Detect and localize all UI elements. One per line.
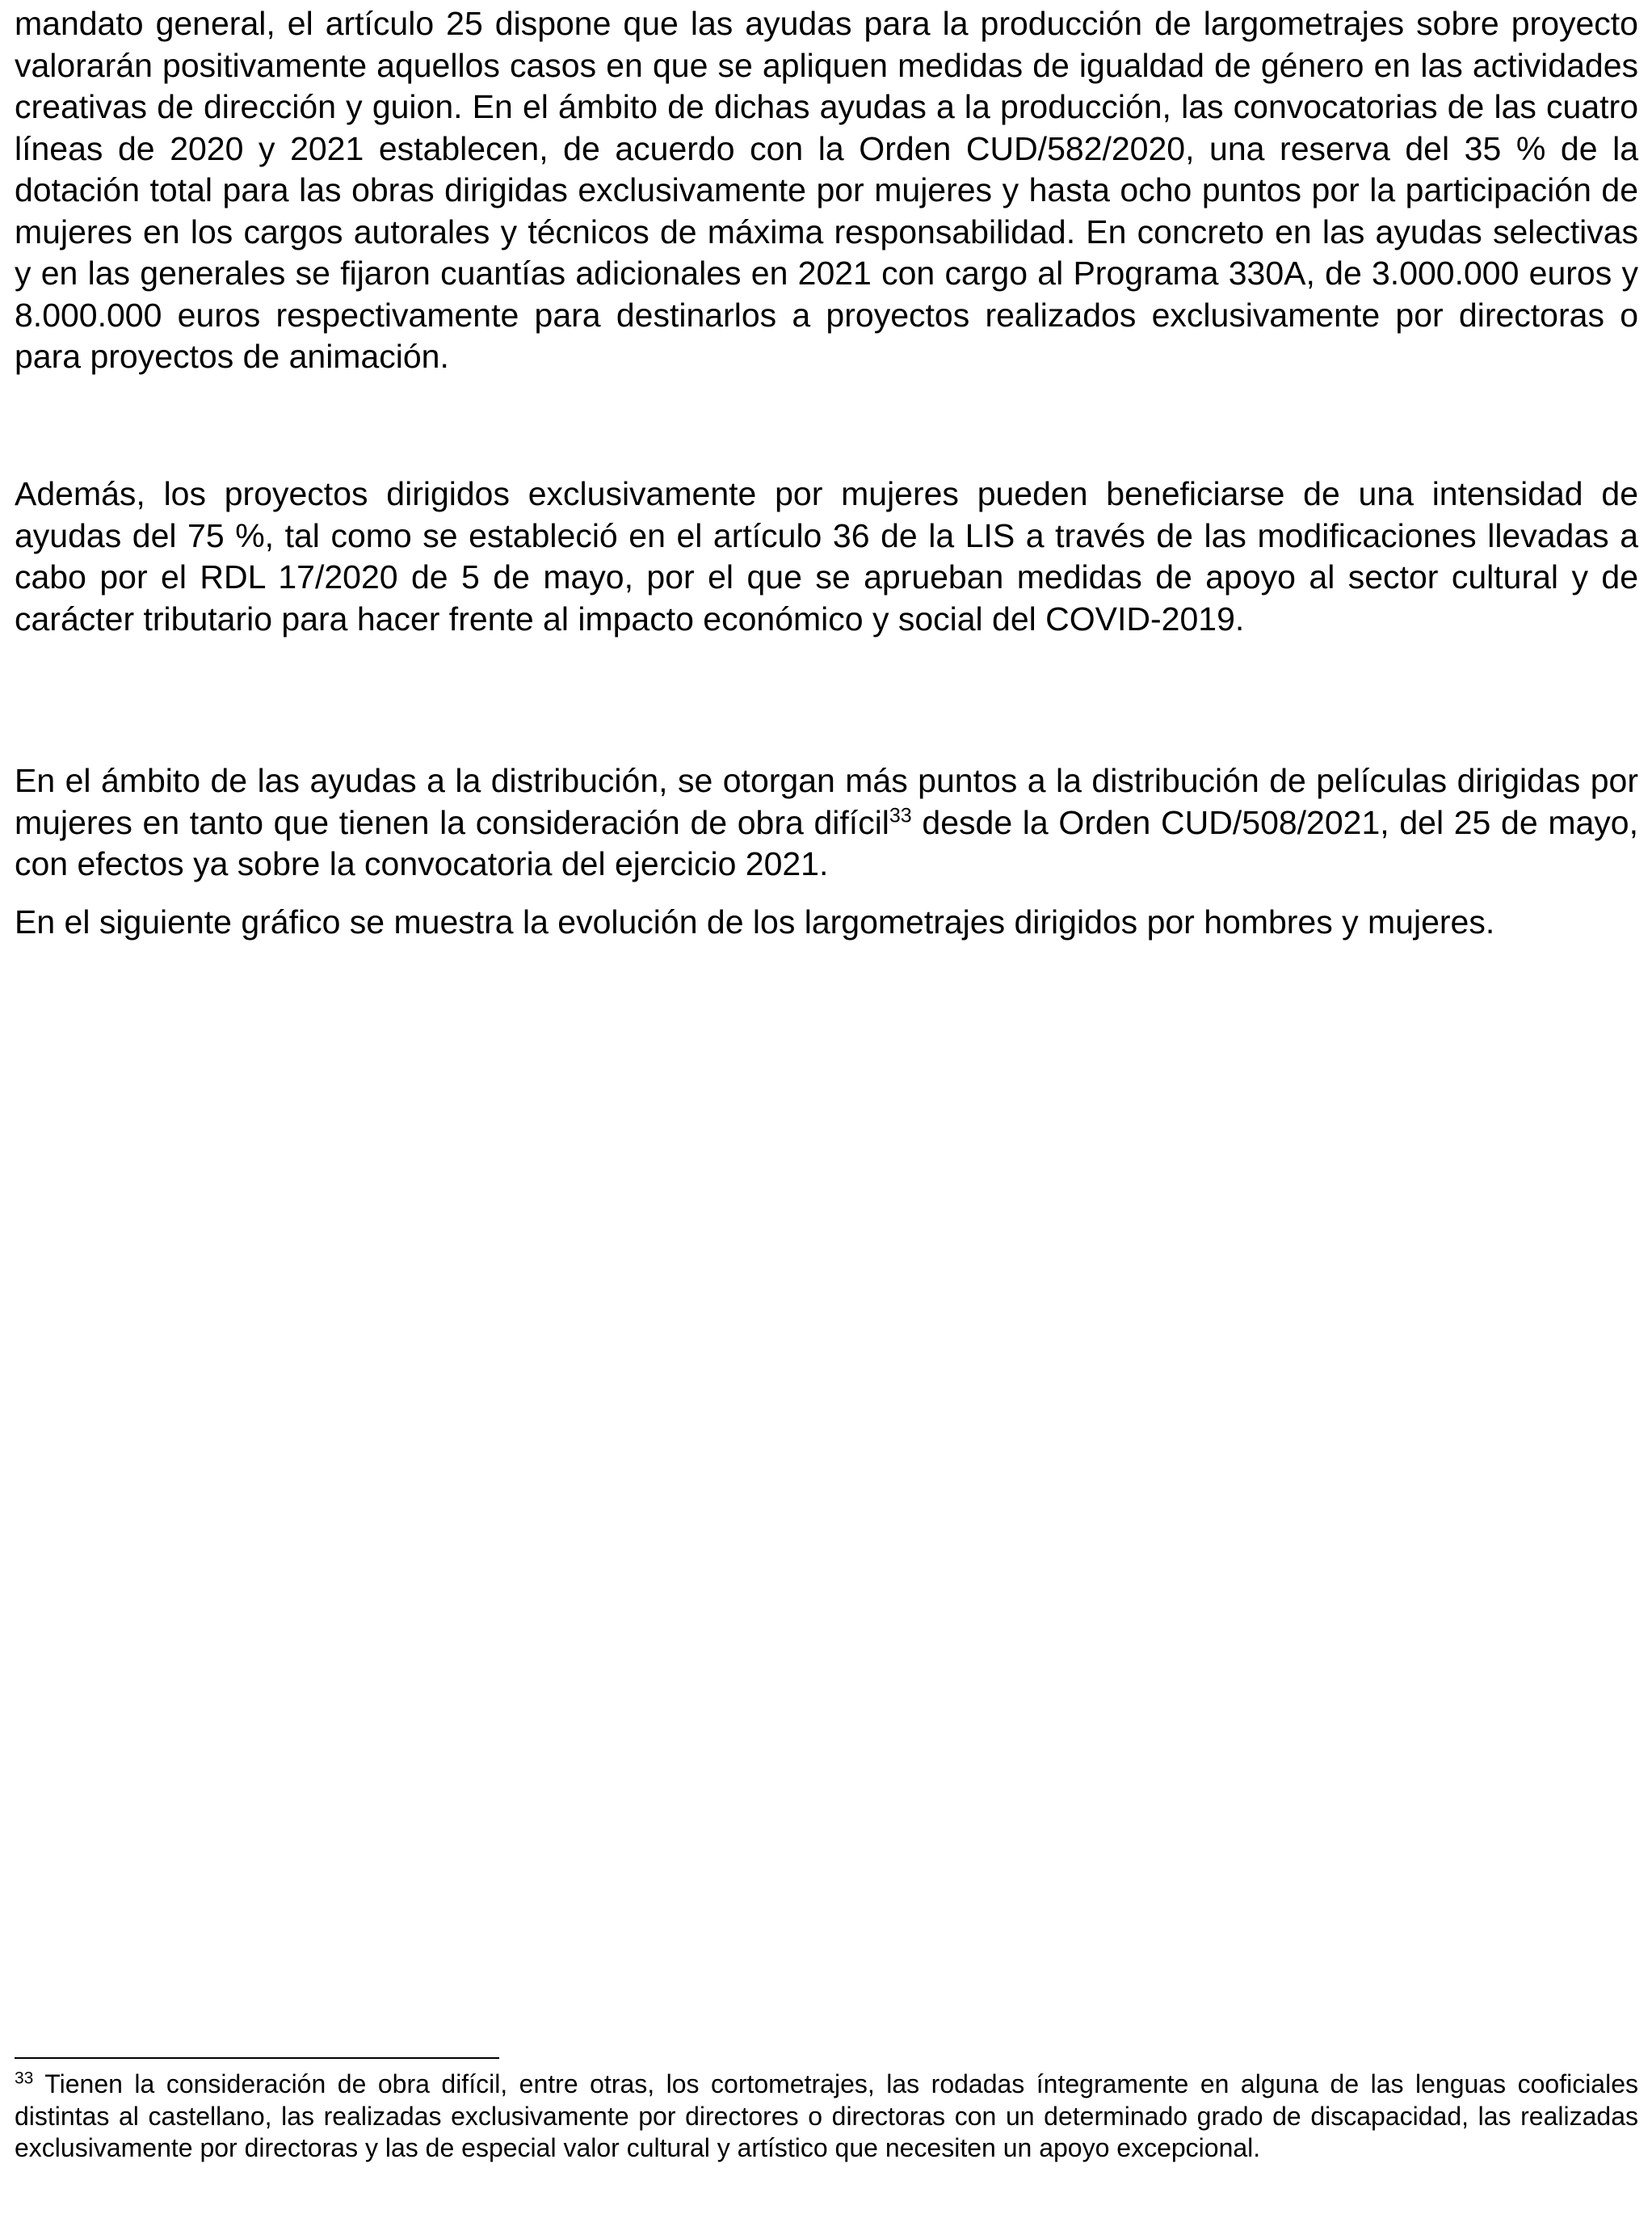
footnote-separator (15, 2057, 499, 2059)
footnote-text: Tienen la consideración de obra difícil, entre otras, los cortometrajes, las rodadas íntegramente en alguna de las lenguas cooficiales distintas al castellano, las realizadas exclusivamente por directores o directoras con un determinado grado de discapacidad, las realizadas exclusivamente por directoras y las de especial valor cultural y artístico que necesiten un apoyo excepcional. (15, 2069, 1638, 2162)
paragraph-grafico-intro: En el siguiente gráfico se muestra la evolución de los largometrajes dirigidos por hombres y mujeres. (15, 903, 1495, 941)
footnote-number: 33 (15, 2069, 34, 2088)
paragraph-ayudas-distribucion (15, 760, 1638, 886)
footnote-reference-33[interactable]: 33 (889, 803, 912, 827)
paragraph-ayudas-produccion: mandato general, el artículo 25 dispone que las ayudas para la producción de largometrajes sobre proyecto valorarán positivamente aquellos casos en que se apliquen medidas de igualdad de género en las actividades creativas de dirección y guion. En el ámbito de dichas ayudas a la producción, las convocatorias de las cuatro líneas de 2020 y 2021 establecen, de acuerdo con la Orden CUD/582/2020, una reserva del 35 % de la dotación total para las obras dirigidas exclusivamente por mujeres y hasta ocho puntos por la participación de mujeres en los cargos autorales y técnicos de máxima responsabilidad. En concreto en las ayudas selectivas y en las generales se fijaron cuantías adicionales en 2021 con cargo al Programa 330A, de 3.000.000 euros y 8.000.000 euros respectivamente para destinarlos a proyectos realizados exclusivamente por directoras o para proyectos de animación. (15, 5, 1638, 375)
footnote-33 (15, 2069, 1638, 2165)
paragraph-intensidad-ayudas: Además, los proyectos dirigidos exclusivamente por mujeres pueden beneficiarse de una intensidad de ayudas del 75 %, tal como se estableció en el artículo 36 de la LIS a través de las modificaciones llevadas a cabo por el RDL 17/2020 de 5 de mayo, por el que se aprueban medidas de apoyo al sector cultural y de carácter tributario para hacer frente al impacto económico y social del COVID-2019. (15, 475, 1638, 638)
paragraph-3-text-end: desde la Orden CUD/508/2021, del 25 de mayo, con efectos ya sobre la convocatoria del ejercicio 2021. (15, 803, 1638, 882)
paragraph-3-text-start: En el ámbito de las ayudas a la distribución, se otorgan más puntos a la distribución de películas dirigidas por mujeres en tanto que tienen la consideración de obra difícil (15, 762, 1638, 841)
